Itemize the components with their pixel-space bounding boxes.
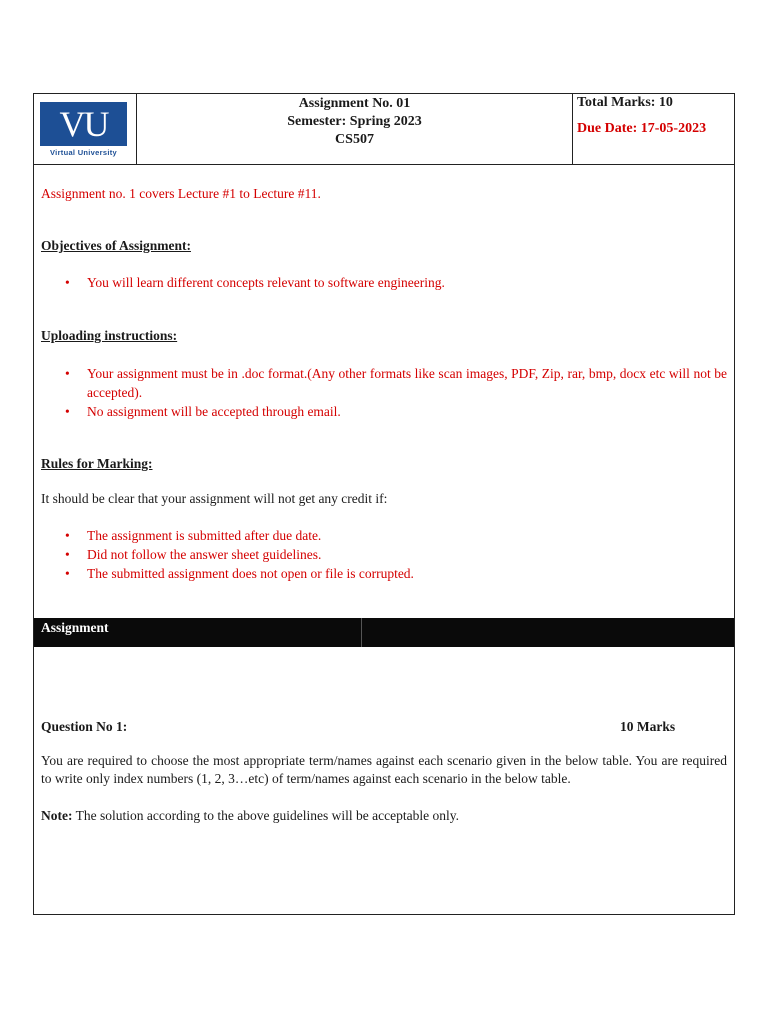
semester: Semester: Spring 2023 — [287, 114, 422, 129]
note-line — [41, 807, 459, 825]
note-text: The solution according to the above guidelines will be acceptable only. — [72, 808, 459, 823]
list-item: • No assignment will be accepted through email. — [42, 402, 727, 421]
uploading-list — [42, 364, 727, 421]
logo-subtext: Virtual University — [50, 148, 117, 157]
assignment-bar — [34, 618, 734, 647]
intro-text: Assignment no. 1 covers Lecture #1 to Lecture #11. — [41, 186, 321, 201]
list-item: • The submitted assignment does not open or file is corrupted. — [42, 564, 727, 583]
rules-heading: Rules for Marking: — [41, 456, 153, 471]
bar-divider — [361, 618, 362, 647]
list-item: • Did not follow the answer sheet guidelines. — [42, 545, 727, 564]
due-date: Due Date: 17-05-2023 — [577, 121, 707, 136]
title-cell — [137, 94, 573, 164]
question-title: Question No 1: — [41, 719, 128, 734]
objectives-heading: Objectives of Assignment: — [41, 238, 191, 253]
uploading-heading: Uploading instructions: — [41, 328, 178, 343]
assignment-bar-label: Assignment — [41, 620, 109, 635]
list-item: • The assignment is submitted after due date. — [42, 526, 727, 545]
objectives-list — [42, 273, 727, 292]
rules-intro: It should be clear that your assignment will not get any credit if: — [41, 491, 388, 506]
header-table — [33, 93, 735, 165]
note-label: Note: — [41, 808, 73, 823]
vu-logo — [40, 102, 127, 158]
total-marks: Total Marks: 10 — [577, 95, 673, 110]
assignment-number: Assignment No. 01 — [298, 96, 411, 111]
question-text: You are required to choose the most appropriate term/names against each scenario given in the below table. You are required to write only index numbers (1, 2, 3…etc) of term/names against each scenario in the below table. — [41, 753, 727, 786]
rules-list — [42, 526, 727, 583]
logo-text: VU — [59, 104, 108, 144]
marks-cell — [573, 94, 734, 164]
body-box — [33, 165, 735, 915]
logo-cell — [34, 94, 137, 164]
question-marks: 10 Marks — [620, 719, 676, 734]
course-code: CS507 — [335, 132, 374, 147]
list-item: • Your assignment must be in .doc format.(Any other formats like scan images, PDF, Zip, rar, bmp, docx etc will not be accepted). — [42, 364, 727, 402]
list-item: • You will learn different concepts relevant to software engineering. — [42, 273, 727, 292]
